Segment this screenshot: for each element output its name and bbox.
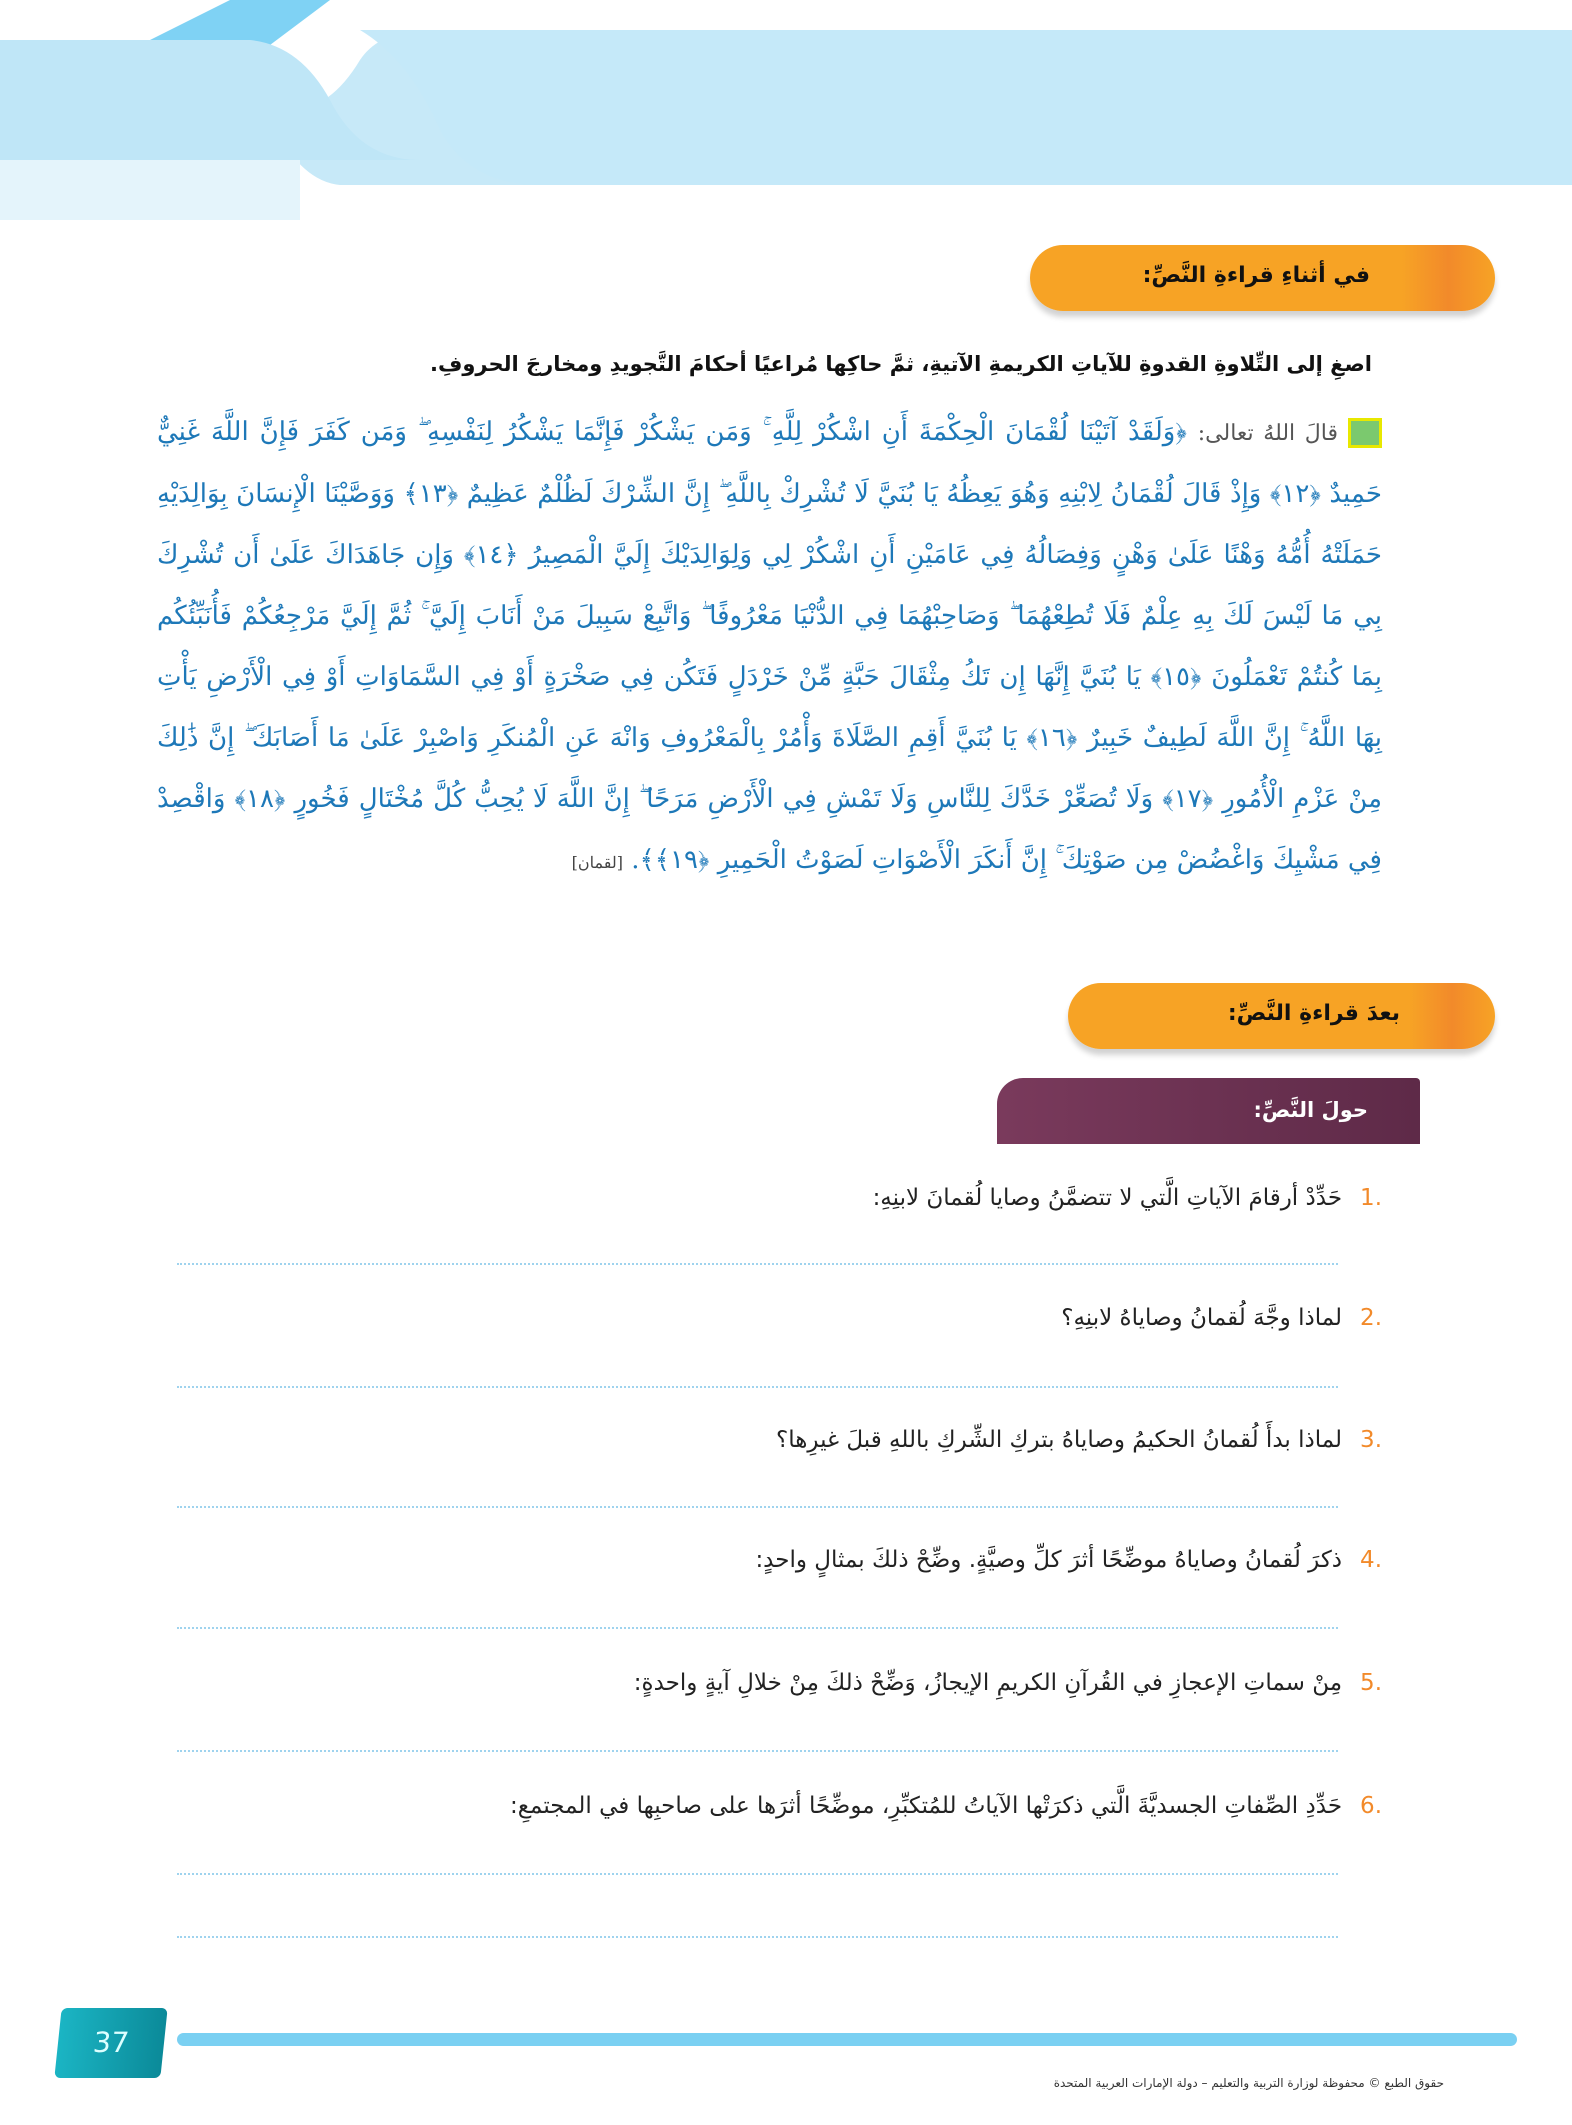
quran-intro: قالَ اللهُ تعالى: — [1197, 421, 1339, 446]
subsection-title: حولَ النَّصِّ: — [1253, 1098, 1368, 1122]
question-text: لماذا بدأَ لُقمانُ الحكيمُ وصاياهُ بتركِ الشِّركِ باللهِ قبلَ غيرِها؟ — [776, 1427, 1343, 1453]
question-number: .5 — [1360, 1670, 1382, 1696]
question-1 — [873, 1185, 1382, 1211]
answer-line[interactable] — [177, 1873, 1338, 1875]
answer-line[interactable] — [177, 1263, 1338, 1265]
answer-line[interactable] — [177, 1386, 1338, 1388]
answer-line[interactable] — [177, 1627, 1338, 1629]
section-header-before-reading — [1030, 245, 1495, 311]
question-text: مِنْ سماتِ الإعجازِ في القُرآنِ الكريمِ الإيجازُ، وَضِّحْ ذلكَ مِنْ خلالِ آيةٍ واحدةٍ: — [633, 1670, 1343, 1696]
subsection-tab-about-text — [997, 1078, 1420, 1144]
question-text: ذكرَ لُقمانُ وصاياهُ موضِّحًا أثرَ كلِّ وصيَّةٍ. وضِّحْ ذلكَ بمثالٍ واحدٍ: — [755, 1547, 1343, 1573]
quran-source: [لقمان] — [571, 853, 623, 872]
question-text: حَدِّدْ أرقامَ الآياتِ الَّتي لا تتضمَّنُ وصايا لُقمانَ لابنِهِ: — [872, 1185, 1343, 1211]
question-3 — [776, 1427, 1382, 1453]
section-header-after-reading — [1068, 983, 1495, 1049]
header-banner — [0, 0, 1572, 230]
question-number: .6 — [1360, 1793, 1382, 1819]
answer-line[interactable] — [177, 1936, 1338, 1938]
question-4 — [755, 1547, 1382, 1573]
question-5 — [634, 1670, 1382, 1696]
section-title: بعدَ قراءةِ النَّصِّ: — [1227, 1001, 1400, 1026]
quran-passage — [157, 402, 1382, 893]
instruction-text: اصغِ إلى التِّلاوةِ القدوةِ للآياتِ الكريمةِ الآتيةِ، ثمَّ حاكِها مُراعيًا أحكامَ التَّجويدِ ومخارجَ الحروفِ. — [429, 352, 1372, 376]
answer-line[interactable] — [177, 1506, 1338, 1508]
footer-bar — [177, 2033, 1517, 2046]
section-title: في أثناءِ قراءةِ النَّصِّ: — [1142, 263, 1370, 288]
question-text: حَدِّدِ الصِّفاتِ الجسديَّةَ الَّتي ذكرَتْها الآياتُ للمُتكبِّرِ، موضِّحًا أثرَها على صاحبِها في المجتمعِ: — [510, 1793, 1343, 1819]
question-number: .1 — [1360, 1185, 1382, 1211]
quran-verses: ﴿وَلَقَدْ آتَيْنَا لُقْمَانَ الْحِكْمَةَ أَنِ اشْكُرْ لِلَّهِ ۚ وَمَن يَشْكُرْ فَإِنَّمَا يَشْكُرُ لِنَفْسِهِ ۖ وَمَن كَفَرَ فَإِنَّ اللَّهَ غَنِيٌّ حَمِيدٌ ﴿١٢﴾ وَإِذْ قَالَ لُقْمَانُ لِابْنِهِ وَهُوَ يَعِظُهُ يَا بُنَيَّ لَا تُشْرِكْ بِاللَّهِ ۖ إِنَّ الشِّرْكَ لَظُلْمٌ عَظِيمٌ ﴿١٣﴾ وَوَصَّيْنَا الْإِنسَانَ بِوَالِدَيْهِ حَمَلَتْهُ أُمُّهُ وَهْنًا عَلَىٰ وَهْنٍ وَفِصَالُهُ فِي عَامَيْنِ أَنِ اشْكُرْ لِي وَلِوَالِدَيْكَ إِلَيَّ الْمَصِيرُ ﴿١٤﴾ وَإِن جَاهَدَاكَ عَلَىٰ أَن تُشْرِكَ بِي مَا لَيْسَ لَكَ بِهِ عِلْمٌ فَلَا تُطِعْهُمَا ۖ وَصَاحِبْهُمَا فِي الدُّنْيَا مَعْرُوفًا ۖ وَاتَّبِعْ سَبِيلَ مَنْ أَنَابَ إِلَيَّ ۚ ثُمَّ إِلَيَّ مَرْجِعُكُمْ فَأُنَبِّئُكُم بِمَا كُنتُمْ تَعْمَلُونَ ﴿١٥﴾ يَا بُنَيَّ إِنَّهَا إِن تَكُ مِثْقَالَ حَبَّةٍ مِّنْ خَرْدَلٍ فَتَكُن فِي صَخْرَةٍ أَوْ فِي السَّمَاوَاتِ أَوْ فِي الْأَرْضِ يَأْتِ بِهَا اللَّهُ ۚ إِنَّ اللَّهَ لَطِيفٌ خَبِيرٌ ﴿١٦﴾ يَا بُنَيَّ أَقِمِ الصَّلَاةَ وَأْمُرْ بِالْمَعْرُوفِ وَانْهَ عَنِ الْمُنكَرِ وَاصْبِرْ عَلَىٰ مَا أَصَابَكَ ۖ إِنَّ ذَٰلِكَ مِنْ عَزْمِ الْأُمُورِ ﴿١٧﴾ وَلَا تُصَعِّرْ خَدَّكَ لِلنَّاسِ وَلَا تَمْشِ فِي الْأَرْضِ مَرَحًا ۖ إِنَّ اللَّهَ لَا يُحِبُّ كُلَّ مُخْتَالٍ فَخُورٍ ﴿١٨﴾ وَاقْصِدْ فِي مَشْيِكَ وَاغْضُضْ مِن صَوْتِكَ ۚ إِنَّ أَنكَرَ الْأَصْوَاتِ لَصَوْتُ الْحَمِيرِ ﴿١٩﴾﴾. — [157, 417, 1383, 875]
audio-marker-icon[interactable] — [1348, 418, 1382, 448]
question-6 — [510, 1793, 1382, 1819]
question-number: .2 — [1360, 1305, 1382, 1331]
question-number: .3 — [1360, 1427, 1382, 1453]
page-number: 37 — [54, 2008, 167, 2078]
question-2 — [1061, 1305, 1382, 1331]
question-text: لماذا وجَّهَ لُقمانُ وصاياهُ لابنِهِ؟ — [1061, 1305, 1343, 1331]
copyright-footer: حقوق الطبع © محفوظة لوزارة التربية والتعليم – دولة الإمارات العربية المتحدة — [1053, 2076, 1444, 2090]
question-number: .4 — [1360, 1547, 1382, 1573]
answer-line[interactable] — [177, 1750, 1338, 1752]
